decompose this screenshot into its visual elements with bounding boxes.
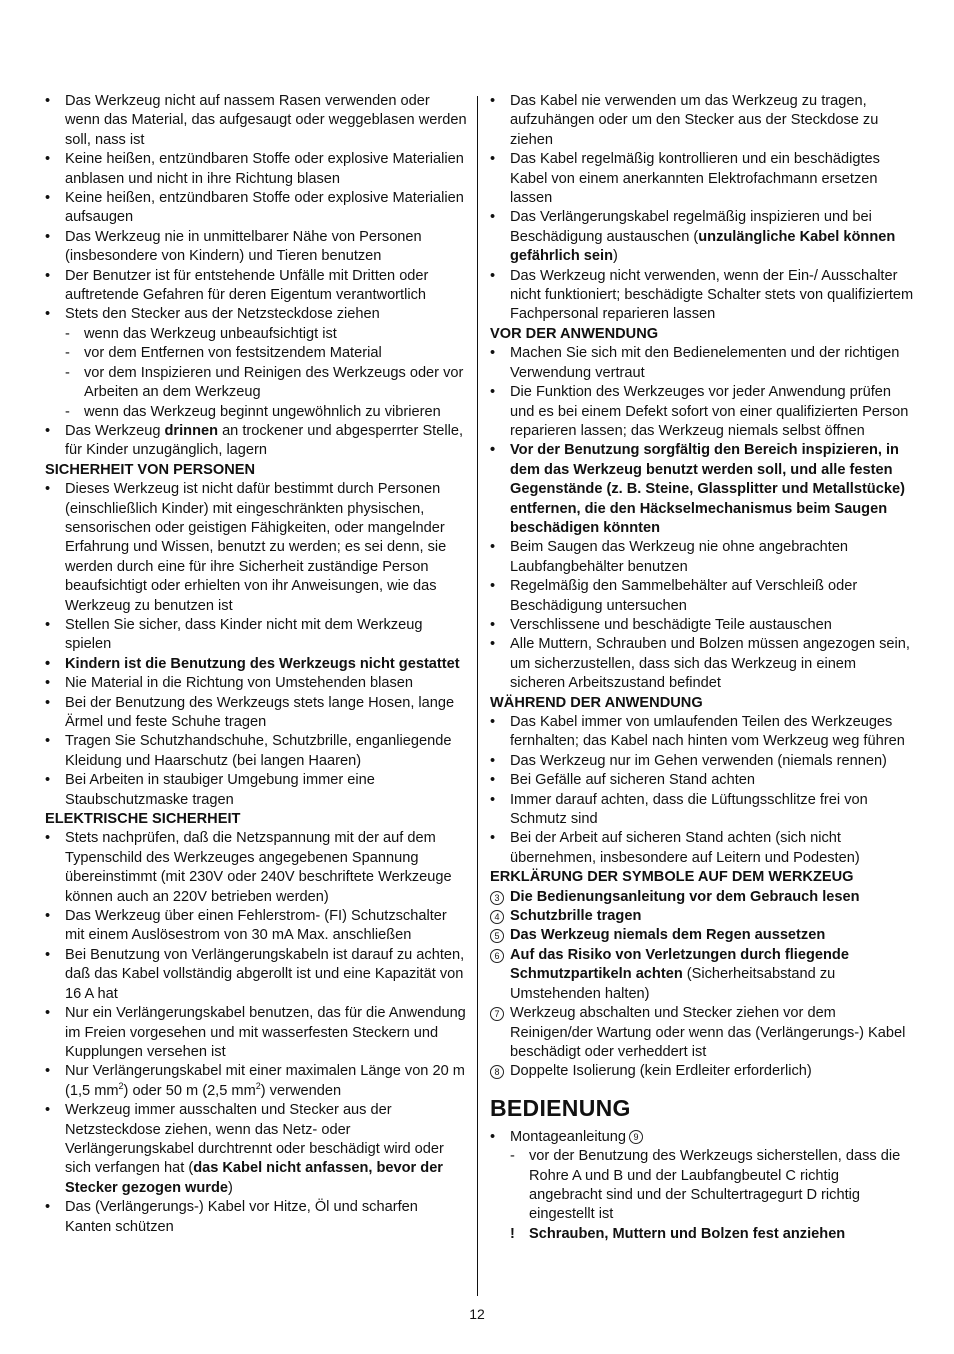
item-text: Nur ein Verlängerungskabel benutzen, das für die Anwendung im Freien vorgesehen und mit wasserfesten Steckern und Kupplungen versehen ist <box>65 1005 466 1060</box>
symbol-text: Auf das Risiko von Verletzungen durch fliegende Schmutzpartikeln achten (Sicherheitsabstand zu Umstehenden halten) <box>510 946 849 1002</box>
column-divider <box>477 96 478 1296</box>
symbol-item <box>490 926 915 945</box>
section-heading: ERKLÄRUNG DER SYMBOLE AUF DEM WERKZEUG <box>490 869 854 886</box>
chapter-heading: BEDIENUNG <box>490 1094 631 1121</box>
item-text: Tragen Sie Schutzhandschuhe, Schutzbrille, enganliegende Kleidung und Haarschutz (bei langen Haaren) <box>65 733 452 769</box>
bullet-marker: • <box>45 422 51 439</box>
bullet-item <box>45 674 467 693</box>
bullet-marker: • <box>45 1063 51 1080</box>
bullet-item <box>45 92 467 150</box>
item-text: vor der Benutzung des Werkzeugs sicherstellen, dass die Rohre A und B und der Laubfangbeutel C richtig angebracht sind und der Schultertragegurt D richtig eingestellt ist <box>529 1148 901 1223</box>
bullet-marker: • <box>490 616 496 633</box>
dash-marker: - <box>65 345 70 362</box>
excl-marker: ! <box>510 1225 515 1242</box>
bullet-item <box>490 635 915 693</box>
bullet-marker: • <box>490 93 496 109</box>
bullet-item <box>45 480 467 616</box>
bullet-marker: • <box>490 539 496 556</box>
symbol-number-icon: 5 <box>490 929 504 943</box>
symbol-number-icon: 7 <box>490 1007 504 1021</box>
symbol-text: Schutzbrille tragen <box>510 908 642 925</box>
bullet-item <box>490 577 915 616</box>
bullet-item <box>490 538 915 577</box>
bullet-item <box>490 383 915 441</box>
section-heading: WÄHREND DER ANWENDUNG <box>490 694 703 711</box>
item-text: Das Werkzeug über einen Fehlerstrom- (FI) Schutzschalter mit einem Auslösestrom von 30 mA Max. anschließen <box>65 908 447 944</box>
bullet-item <box>490 616 915 635</box>
item-text: Das Verlängerungskabel regelmäßig inspizieren und bei Beschädigung austauschen (unzulängliche Kabel können gefährlich sein) <box>510 209 896 265</box>
bullet-item <box>490 752 915 771</box>
bullet-marker: • <box>45 655 51 672</box>
section-heading: ELEKTRISCHE SICHERHEIT <box>45 811 241 828</box>
bullet-marker: • <box>490 714 496 730</box>
figure-ref-icon: 9 <box>629 1130 643 1144</box>
item-text: Bei Gefälle auf sicheren Stand achten <box>510 772 756 789</box>
bullet-item <box>45 907 467 946</box>
dash-item <box>45 325 467 344</box>
bullet-marker: • <box>45 481 51 498</box>
bullet-marker: • <box>490 830 496 847</box>
symbol-text: Die Bedienungsanleitung vor dem Gebrauch lesen <box>510 888 860 905</box>
left-column <box>45 92 467 1237</box>
item-text: Das Werkzeug drinnen an trockener und abgesperrter Stelle, für Kinder unzugänglich, lagern <box>65 422 464 459</box>
bullet-item <box>490 1128 915 1147</box>
bullet-item <box>490 92 915 150</box>
warning-item <box>490 1225 915 1244</box>
bullet-marker: • <box>490 151 496 168</box>
item-text: Bei der Arbeit auf sicheren Stand achten (sich nicht übernehmen, insbesondere auf Leitern und Podesten) <box>510 830 860 866</box>
item-text: Nur Verlängerungskabel mit einer maximalen Länge von 20 m (1,5 $mm^2$) oder 50 m (2,5 $mm^2$) verwenden <box>65 1063 465 1099</box>
item-text: Bei der Benutzung des Werkzeugs stets lange Hosen, lange Ärmel und feste Schuhe tragen <box>65 694 455 730</box>
symbol-text: Das Werkzeug niemals dem Regen aussetzen <box>510 927 826 944</box>
item-text: Keine heißen, entzündbaren Stoffe oder explosive Materialien anblasen und nicht in ihre Richtung blasen <box>65 151 464 187</box>
item-text: Stets den Stecker aus der Netzsteckdose ziehen <box>65 306 380 323</box>
bullet-item <box>45 228 467 267</box>
bullet-marker: • <box>45 694 51 711</box>
item-text: Stets nachprüfen, daß die Netzspannung mit der auf dem Typenschild des Werkzeuges angegebenen Spannung übereinstimmt (mit 230V oder 240V beschriftete Werkzeuge können auch an 220V betrieben werden) <box>65 830 452 905</box>
item-text: Immer darauf achten, dass die Lüftungsschlitze frei von Schmutz sind <box>510 791 868 828</box>
bullet-marker: • <box>45 151 51 168</box>
symbol-item <box>490 946 915 1004</box>
bullet-marker: • <box>490 1128 496 1145</box>
bullet-marker: • <box>45 1102 51 1119</box>
bullet-marker: • <box>490 209 496 226</box>
dash-item <box>490 1147 915 1225</box>
bullet-marker: • <box>45 1005 51 1022</box>
item-text: Kindern ist die Benutzung des Werkzeugs nicht gestattet <box>65 655 460 672</box>
bullet-item <box>45 305 467 324</box>
item-text: Werkzeug immer ausschalten und Stecker aus der Netzsteckdose ziehen, wenn das Netz- oder Verlängerungskabel durchtrennt oder beschädigt wird oder sich verfangen hat (das Kabel nicht anfassen, bevor der Stecker gezogen wurde) <box>65 1102 444 1196</box>
item-text: Das Werkzeug nicht verwenden, wenn der Ein-/ Ausschalter nicht funktioniert; beschädigte Schalter stets von qualifiziertem Fachpersonal reparieren lassen <box>510 267 914 323</box>
bullet-item <box>45 616 467 655</box>
symbol-item <box>490 1004 915 1062</box>
item-text: Das Werkzeug nie in unmittelbarer Nähe von Personen (insbesondere von Kindern) und Tieren benutzen <box>65 228 422 265</box>
item-text: Die Funktion des Werkzeuges vor jeder Anwendung prüfen und es bei einem Defekt sofort von einer qualifizierten Person reparieren lassen; das Werkzeug niemals selbst öffnen <box>510 384 909 439</box>
bullet-item <box>45 732 467 771</box>
bullet-item <box>490 150 915 208</box>
bullet-item <box>45 1004 467 1062</box>
item-text: Stellen Sie sicher, dass Kinder nicht mit dem Werkzeug spielen <box>65 616 423 653</box>
bullet-marker: • <box>490 442 496 459</box>
item-text: Alle Muttern, Schrauben und Bolzen müssen angezogen sein, um sicherzustellen, dass sich das Werkzeug in einem sicheren Arbeitszustand befindet <box>510 636 910 692</box>
dash-item <box>45 364 467 403</box>
bullet-item <box>490 344 915 383</box>
bullet-marker: • <box>45 946 51 963</box>
bullet-item <box>45 1198 467 1237</box>
item-text: Bei Benutzung von Verlängerungskabeln ist darauf zu achten, daß das Kabel vollständig abgerollt ist und eine Kapazität von 16 A hat <box>65 946 465 1002</box>
symbol-number-icon: 4 <box>490 910 504 924</box>
bullet-marker: • <box>490 578 496 595</box>
bullet-marker: • <box>45 908 51 925</box>
item-text: Das Werkzeug nicht auf nassem Rasen verwenden oder wenn das Material, das aufgesaugt oder weggeblasen werden soll, nass ist <box>65 93 467 148</box>
item-text: Beim Saugen das Werkzeug nie ohne angebrachten Laubfangbehälter benutzen <box>510 539 849 575</box>
bullet-item <box>490 791 915 830</box>
item-text: Keine heißen, entzündbaren Stoffe oder explosive Materialien aufsaugen <box>65 190 464 226</box>
bullet-marker: • <box>45 675 51 692</box>
bullet-item <box>45 829 467 907</box>
item-text: Bei Arbeiten in staubiger Umgebung immer eine Staubschutzmaske tragen <box>65 772 375 808</box>
bullet-marker: • <box>490 384 496 401</box>
symbol-text: Werkzeug abschalten und Stecker ziehen vor dem Reinigen/der Wartung oder wenn das (Verlängerungs-) Kabel beschädigt oder verheddert ist <box>510 1005 906 1060</box>
bullet-item <box>490 208 915 266</box>
item-text: vor dem Inspizieren und Reinigen des Werkzeugs oder vor Arbeiten an dem Werkzeug <box>84 364 464 401</box>
bullet-marker: • <box>490 772 496 789</box>
bullet-item <box>45 771 467 810</box>
page-number: 12 <box>469 1306 485 1322</box>
bullet-item <box>490 713 915 752</box>
bullet-marker: • <box>45 1199 51 1216</box>
item-text: Regelmäßig den Sammelbehälter auf Verschleiß oder Beschädigung untersuchen <box>510 578 858 614</box>
bullet-item <box>45 1101 467 1198</box>
bullet-marker: • <box>45 93 51 109</box>
bullet-item <box>490 771 915 790</box>
item-text: Nie Material in die Richtung von Umstehenden blasen <box>65 675 414 692</box>
bullet-item <box>45 150 467 189</box>
dash-item <box>45 344 467 363</box>
symbol-text: Doppelte Isolierung (kein Erdleiter erforderlich) <box>510 1063 812 1080</box>
bullet-item <box>45 189 467 228</box>
item-text: Der Benutzer ist für entstehende Unfälle mit Dritten oder auftretende Gefahren für deren Eigentum verantwortlich <box>65 267 429 304</box>
symbol-item <box>490 1062 915 1081</box>
section-heading: VOR DER ANWENDUNG <box>490 325 659 342</box>
bullet-item <box>45 1062 467 1101</box>
item-text: Das Kabel regelmäßig kontrollieren und ein beschädigtes Kabel von einem anerkannten Elektrofachmann ersetzen lassen <box>510 151 880 207</box>
bullet-marker: • <box>490 267 496 284</box>
symbol-item <box>490 907 915 926</box>
bullet-marker: • <box>490 752 496 769</box>
dash-marker: - <box>65 403 70 420</box>
item-text: wenn das Werkzeug beginnt ungewöhnlich zu vibrieren <box>84 403 441 420</box>
item-text: Das Kabel nie verwenden um das Werkzeug zu tragen, aufzuhängen oder um den Stecker aus der Steckdose zu ziehen <box>510 93 879 148</box>
bullet-item <box>45 946 467 1004</box>
item-text: Dieses Werkzeug ist nicht dafür bestimmt durch Personen (einschließlich Kinder) mit eingeschränkten physischen, sensorischen oder geistigen Fähigkeiten, oder mangelnder Erfahrung und Wissen, benutzt zu werden; es sei denn, sie werden durch eine für ihre Sicherheit zuständige Person beaufsichtigt oder erhielten von ihr Anweisungen, wie das Werkzeug zu benutzen ist <box>65 481 447 614</box>
bullet-marker: • <box>45 190 51 207</box>
symbol-number-icon: 3 <box>490 891 504 905</box>
item-text: Verschlissene und beschädigte Teile austauschen <box>510 616 832 633</box>
bullet-item <box>490 267 915 325</box>
bullet-marker: • <box>45 733 51 750</box>
bullet-marker: • <box>490 636 496 653</box>
dash-item <box>45 403 467 422</box>
bullet-marker: • <box>45 306 51 323</box>
bullet-item <box>45 694 467 733</box>
symbol-number-icon: 8 <box>490 1065 504 1079</box>
bullet-marker: • <box>45 267 51 284</box>
bullet-item <box>490 441 915 538</box>
bullet-item <box>45 422 467 461</box>
bullet-marker: • <box>45 616 51 633</box>
bullet-marker: • <box>45 772 51 789</box>
item-text: Montageanleitung <box>510 1128 627 1145</box>
item-text: Machen Sie sich mit den Bedienelementen und der richtigen Verwendung vertraut <box>510 345 900 381</box>
item-text: Vor der Benutzung sorgfältig den Bereich inspizieren, in dem das Werkzeug benutzt werden soll, und alle festen Gegenstände (z. B. Steine, Glassplitter und Metallstücke) entfernen, die den Häckselmechanismus beim Saugen beschädigen könnten <box>510 442 905 536</box>
symbol-number-icon: 6 <box>490 949 504 963</box>
bullet-item <box>45 267 467 306</box>
symbol-item <box>490 888 915 907</box>
dash-marker: - <box>65 364 70 381</box>
dash-marker: - <box>510 1148 515 1165</box>
item-text: vor dem Entfernen von festsitzendem Material <box>84 345 382 362</box>
right-column <box>490 92 915 1244</box>
item-text: Das Kabel immer von umlaufenden Teilen des Werkzeuges fernhalten; das Kabel nach hinten vom Werkzeug weg führen <box>510 714 905 750</box>
bullet-marker: • <box>45 228 51 245</box>
dash-marker: - <box>65 325 70 342</box>
bullet-marker: • <box>490 791 496 808</box>
bullet-marker: • <box>490 345 496 362</box>
bullet-item <box>45 655 467 674</box>
bullet-item <box>490 829 915 868</box>
item-text: Schrauben, Muttern und Bolzen fest anziehen <box>529 1225 846 1242</box>
item-text: Das (Verlängerungs-) Kabel vor Hitze, Öl und scharfen Kanten schützen <box>65 1199 418 1235</box>
bullet-marker: • <box>45 830 51 847</box>
item-text: Das Werkzeug nur im Gehen verwenden (niemals rennen) <box>510 752 887 769</box>
item-text: wenn das Werkzeug unbeaufsichtigt ist <box>84 325 337 342</box>
section-heading: SICHERHEIT VON PERSONEN <box>45 461 256 478</box>
